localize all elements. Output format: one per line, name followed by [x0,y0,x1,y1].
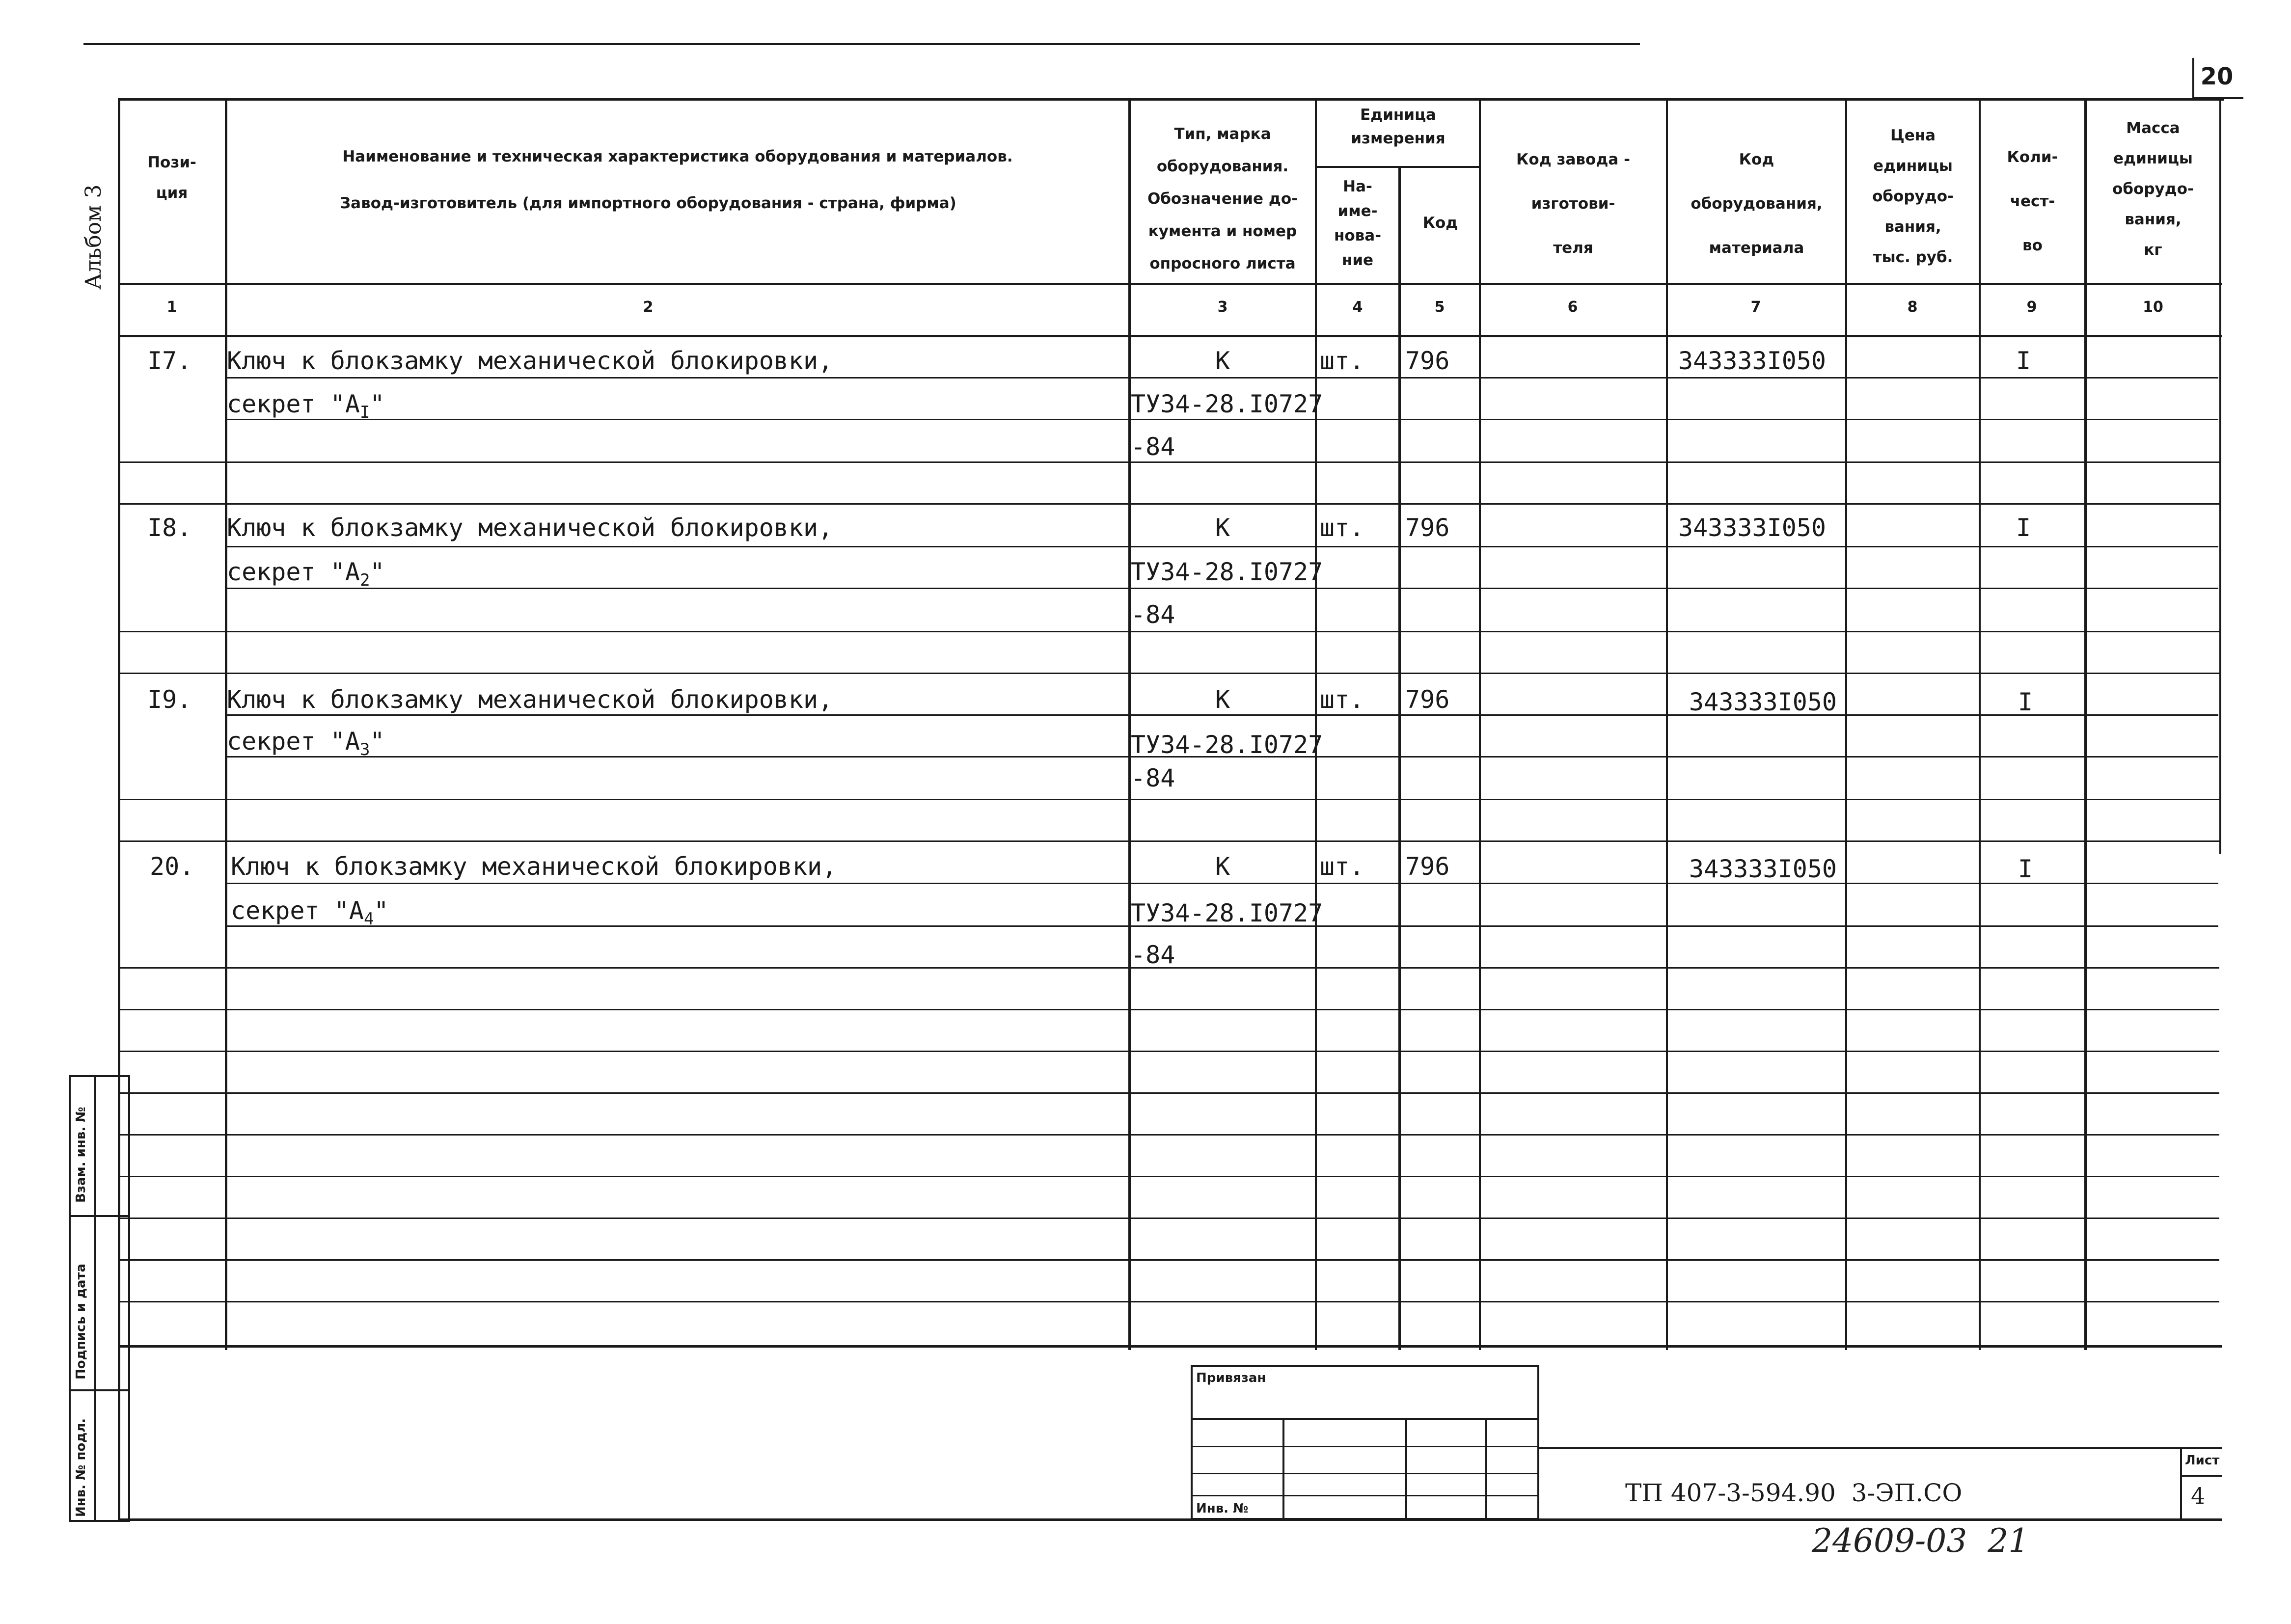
margin-podpis-label: Подпись и дата [74,1263,88,1380]
page-number: 20 [2200,63,2234,90]
row-type-doc: ТУ34-28.I0727 [1131,899,1323,927]
header-unit-group: Единица измерения [1351,106,1446,147]
row-name-line2: секрет "$A_2$" [227,558,385,590]
row-unit: шт. [1320,852,1364,881]
header-position: Пози- ция [147,154,196,202]
header-unit-code: Код [1422,214,1458,232]
row-type: К [1215,514,1230,542]
row-name-line1: Ключ к блокзамку механической блокировки, [227,347,833,375]
row-quantity: I [2016,514,2031,542]
row-position: I9. [147,685,192,714]
row-equipment-code: 343333I050 [1678,347,1827,375]
list-label: Лист [2185,1453,2220,1468]
row-name-line1: Ключ к блокзамку механической блокировки, [227,514,833,542]
row-type-doc-suffix: -84 [1131,600,1175,629]
row-type-doc: ТУ34-28.I0727 [1131,731,1323,759]
row-type-doc-suffix: -84 [1131,941,1175,969]
row-name-line2: секрет "$A_I$" [227,390,385,422]
row-unit: шт. [1320,347,1364,375]
row-unit: шт. [1320,685,1364,714]
row-unit-code: 796 [1405,514,1450,542]
row-quantity: I [2018,688,2033,716]
row-name-line1: Ключ к блокзамку механической блокировки, [231,852,837,881]
margin-vzam-label: Взам. инв. № [74,1107,88,1203]
header-mass: Масса единицы оборудо- вания, кг [2112,119,2194,259]
top-rule [83,43,1640,45]
row-type-doc-suffix: -84 [1131,764,1175,792]
colnum-10: 10 [2143,298,2163,316]
colnum-9: 9 [2026,298,2037,316]
header-unit-name: На- име- нова- ние [1334,178,1382,269]
header-price: Цена единицы оборудо- вания, тыс. руб. [1872,127,1954,266]
row-type: К [1215,347,1230,375]
header-name-line2: Завод-изготовитель (для импортного оборудования - страна, фирма) [340,194,956,212]
header-factory-code: Код завода - изготови- теля [1516,151,1630,257]
colnum-1: 1 [166,298,177,316]
colnum-8: 8 [1907,298,1918,316]
row-name-line2: секрет "$A_4$" [231,896,389,929]
row-equipment-code: 343333I050 [1689,688,1837,716]
list-value: 4 [2191,1483,2206,1509]
row-position: I8. [147,514,192,542]
row-position: 20. [150,852,194,881]
privyazan-label: Привязан [1196,1371,1266,1385]
colnum-4: 4 [1352,298,1363,316]
row-name-line2: секрет "$A_3$" [227,727,385,759]
row-unit-code: 796 [1405,347,1450,375]
row-type-doc-suffix: -84 [1131,433,1175,461]
colnum-7: 7 [1750,298,1761,316]
header-quantity: Коли- чест- во [2007,148,2058,254]
header-name-line1: Наименование и техническая характеристика оборудования и материалов. [342,148,1013,165]
row-type: К [1215,685,1230,714]
row-unit-code: 796 [1405,685,1450,714]
row-equipment-code: 343333I050 [1678,514,1827,542]
row-position: I7. [147,347,192,375]
colnum-3: 3 [1217,298,1228,316]
colnum-2: 2 [643,298,654,316]
album-label: Альбом 3 [81,184,106,290]
header-type: Тип, марка оборудования. Обозначение до- кумента и номер опросного листа [1147,125,1298,272]
row-name-line1: Ключ к блокзамку механической блокировки, [227,685,833,714]
document-code: ТП 407-3-594.90 3-ЭП.СО [1625,1479,1963,1507]
row-quantity: I [2018,855,2033,883]
colnum-6: 6 [1567,298,1578,316]
row-unit-code: 796 [1405,852,1450,881]
row-quantity: I [2016,347,2031,375]
row-equipment-code: 343333I050 [1689,855,1837,883]
margin-inv-label: Инв. № подл. [74,1418,88,1517]
row-type: К [1215,852,1230,881]
row-unit: шт. [1320,514,1364,542]
handwritten-inventory-number: 24609-03 21 [1812,1522,2029,1560]
header-equipment-code: Код оборудования, материала [1691,151,1823,257]
row-type-doc: ТУ34-28.I0727 [1131,390,1323,418]
stamp-inv-label: Инв. № [1196,1501,1249,1516]
row-type-doc: ТУ34-28.I0727 [1131,558,1323,586]
colnum-5: 5 [1434,298,1445,316]
